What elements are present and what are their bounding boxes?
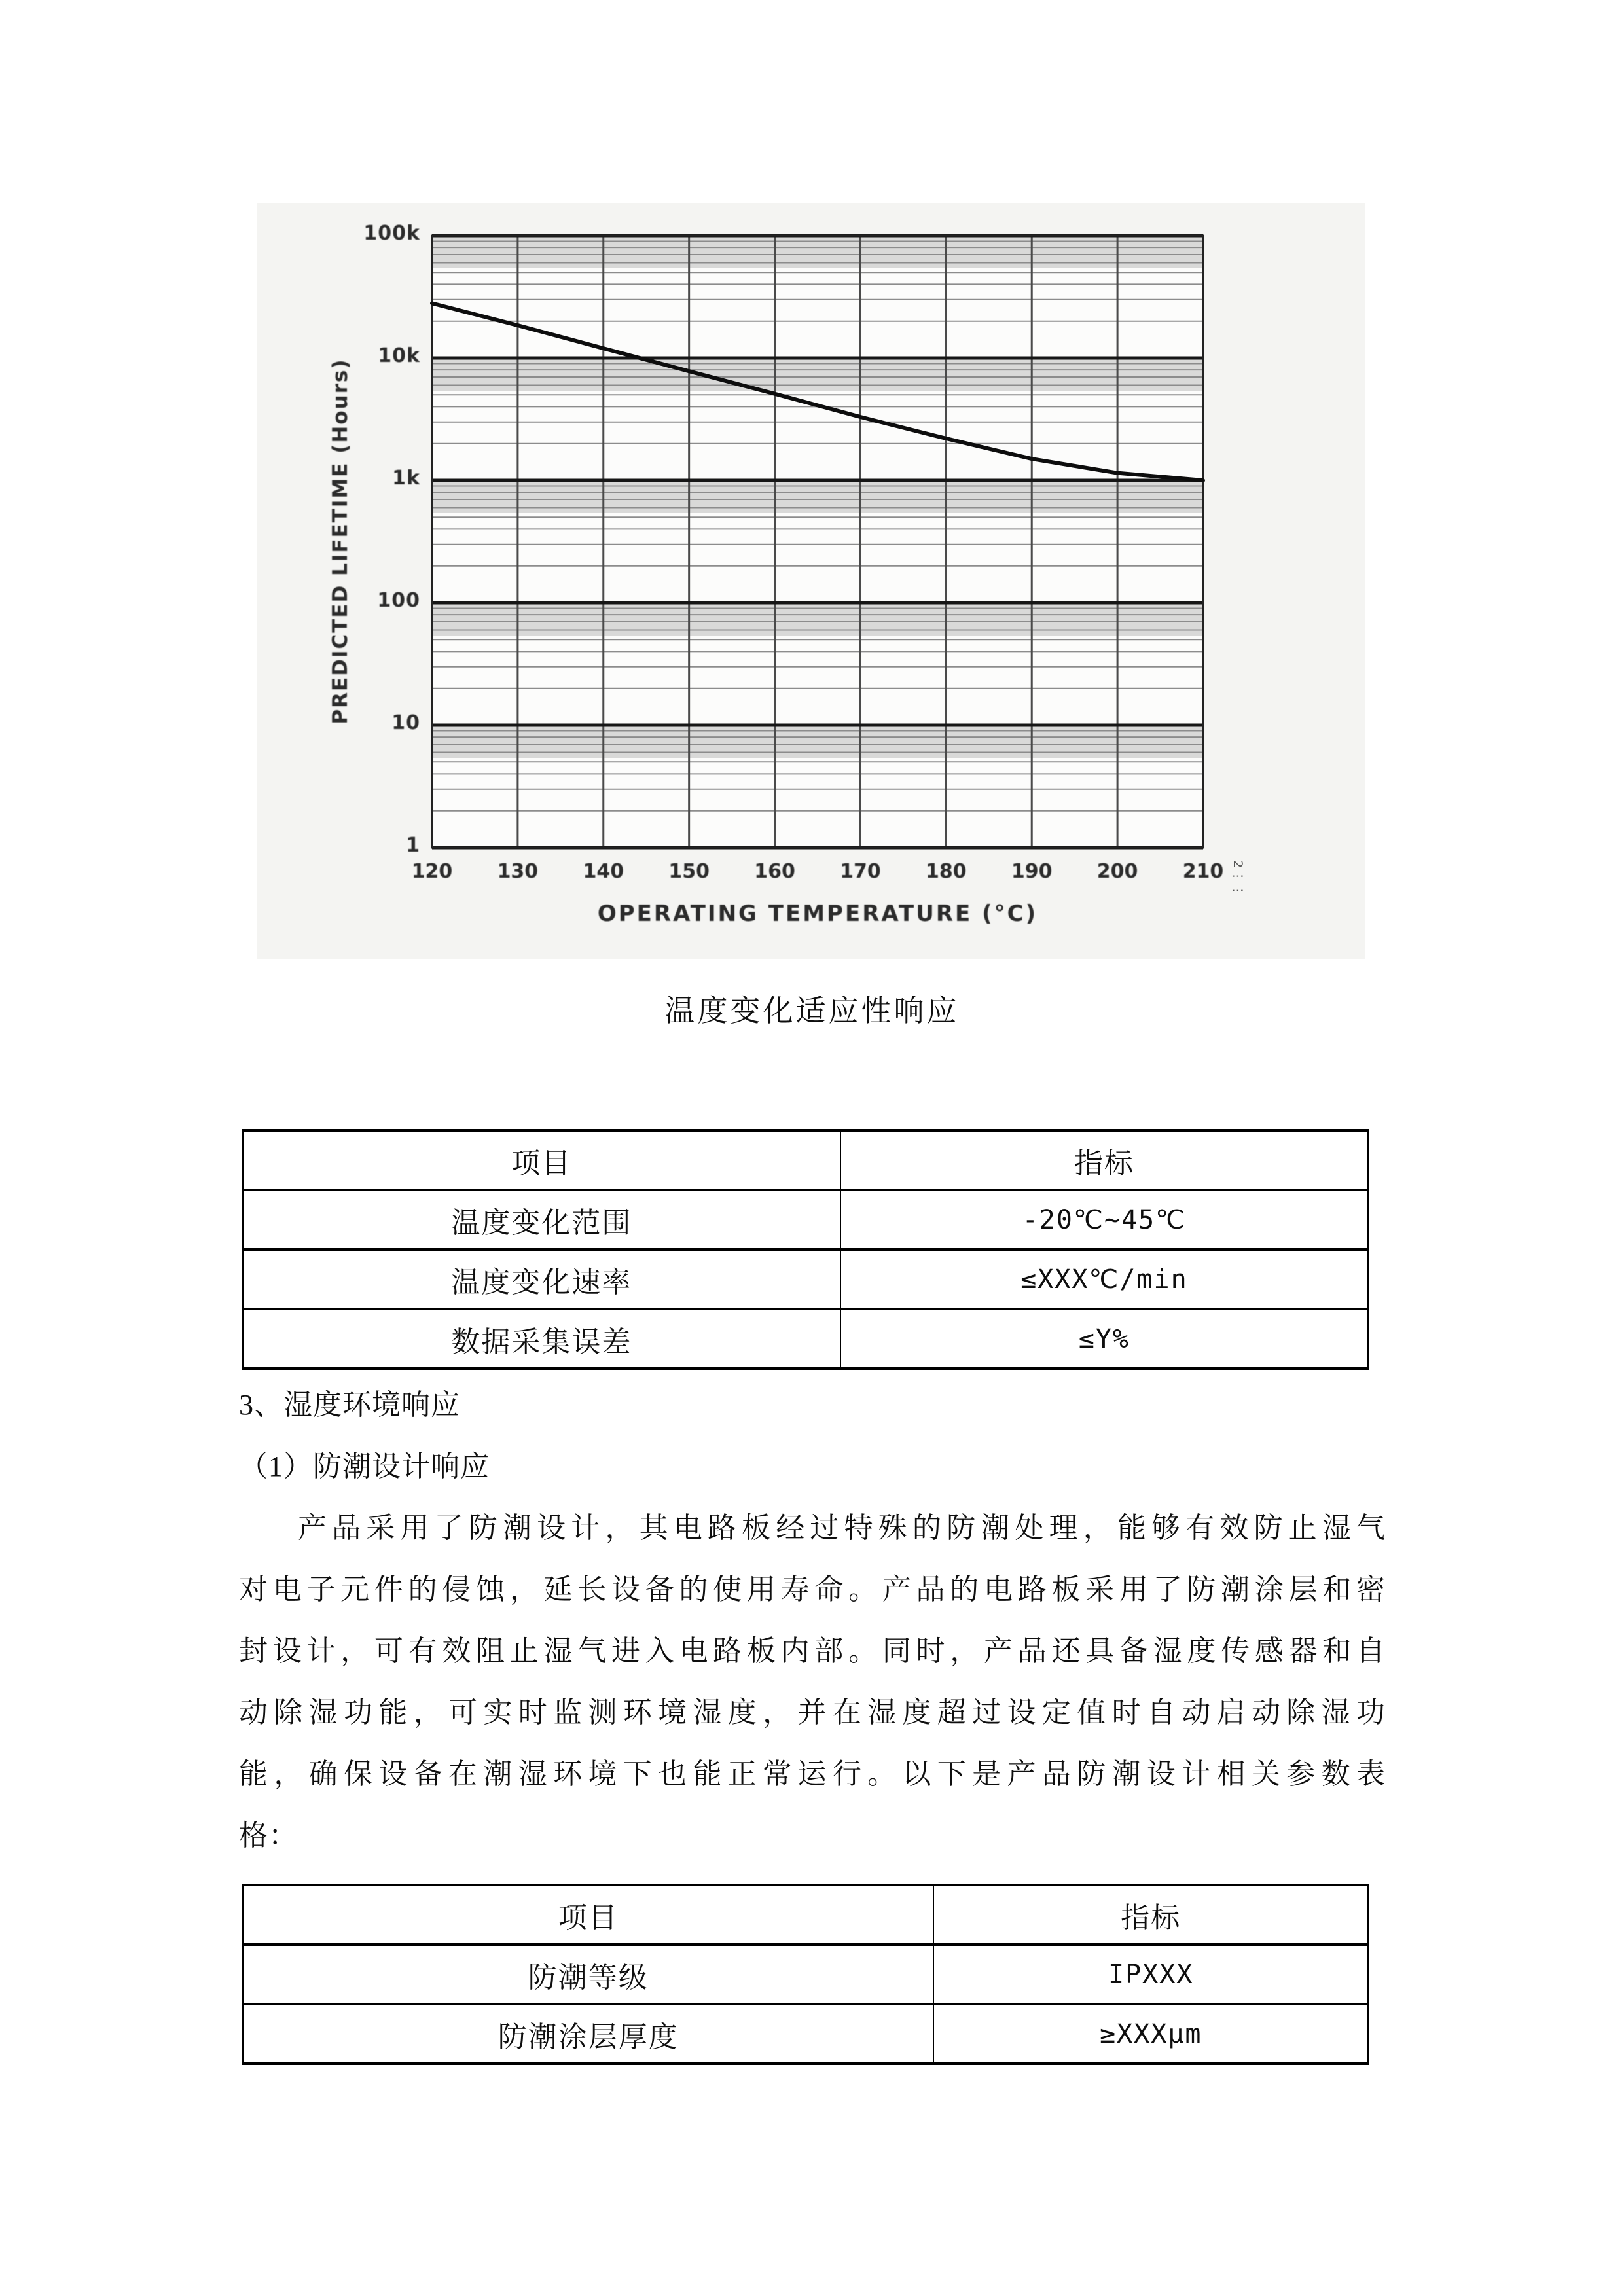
paragraph-line: 动除湿功能，可实时监测环境湿度，并在湿度超过设定值时自动启动除湿功: [239, 1696, 1386, 1729]
section-subheading: （1）防潮设计响应: [239, 1450, 490, 1482]
table-cell: 温度变化速率: [243, 1249, 840, 1309]
x-tick-label: 160: [754, 860, 795, 883]
log-band: [432, 603, 1203, 636]
table-header-row: [243, 1130, 1368, 1190]
section-heading: 3、湿度环境响应: [239, 1389, 460, 1421]
table-header-cell: 指标: [840, 1130, 1368, 1190]
x-tick-label: 120: [411, 860, 453, 883]
table-header-row: [243, 1885, 1368, 1945]
table-cell: -20℃~45℃: [840, 1190, 1368, 1249]
x-tick-label: 180: [926, 860, 967, 883]
table-cell: 防潮涂层厚度: [243, 2004, 933, 2064]
x-tick-label: 150: [668, 860, 710, 883]
y-tick-label: 10k: [378, 344, 420, 367]
y-tick-label: 1k: [392, 467, 420, 490]
x-tick-label: 190: [1011, 860, 1053, 883]
figure-caption: 温度变化适应性响应: [664, 994, 960, 1028]
table-cell: ≤XXX℃/min: [840, 1249, 1368, 1309]
humidity-section: [239, 1374, 1386, 1867]
table-cell: IPXXX: [933, 1945, 1368, 2004]
lifetime-temperature-chart: [257, 203, 1365, 959]
table-cell: ≤Y%: [840, 1309, 1368, 1369]
chart-x-axis-title: OPERATING TEMPERATURE (°C): [597, 901, 1038, 927]
table-header-cell: 指标: [933, 1885, 1368, 1945]
y-tick-label: 100k: [363, 222, 420, 245]
table-cell: ≥XXXμm: [933, 2004, 1368, 2064]
table-row: [243, 1190, 1368, 1249]
log-band: [432, 358, 1203, 391]
paragraph-line: 产品采用了防潮设计，其电路板经过特殊的防潮处理，能够有效防止湿气: [298, 1512, 1386, 1544]
chart-y-axis-title: PREDICTED LIFETIME (Hours): [329, 358, 352, 725]
paragraph-line: 封设计，可有效阻止湿气进入电路板内部。同时，产品还具备湿度传感器和自: [239, 1635, 1386, 1667]
paragraph-line: 格：: [239, 1820, 298, 1852]
log-band: [432, 480, 1203, 513]
table-header-cell: 项目: [243, 1885, 933, 1945]
table-header-cell: 项目: [243, 1130, 840, 1190]
table-cell: 防潮等级: [243, 1945, 933, 2004]
table-row: [243, 1309, 1368, 1369]
temperature-spec-table: [242, 1129, 1369, 1370]
table-row: [243, 1945, 1368, 2004]
chart-fine-print: 2⋮⋮: [1231, 860, 1245, 899]
log-band: [432, 236, 1203, 268]
x-tick-label: 130: [497, 860, 539, 883]
x-tick-label: 140: [583, 860, 624, 883]
x-tick-label: 210: [1182, 860, 1224, 883]
moisture-spec-table: [242, 1884, 1369, 2065]
y-tick-label: 1: [406, 834, 420, 857]
y-tick-label: 10: [391, 711, 420, 734]
table-row: [243, 1249, 1368, 1309]
table-row: [243, 2004, 1368, 2064]
x-tick-label: 170: [840, 860, 881, 883]
table-cell: 数据采集误差: [243, 1309, 840, 1369]
chart-plot-area: [257, 203, 1365, 959]
table-cell: 温度变化范围: [243, 1190, 840, 1249]
paragraph-line: 能，确保设备在潮湿环境下也能正常运行。以下是产品防潮设计相关参数表: [239, 1758, 1386, 1790]
paragraph-line: 对电子元件的侵蚀，延长设备的使用寿命。产品的电路板采用了防潮涂层和密: [239, 1573, 1386, 1605]
x-tick-label: 200: [1096, 860, 1138, 883]
y-tick-label: 100: [377, 589, 420, 612]
log-band: [432, 725, 1203, 758]
